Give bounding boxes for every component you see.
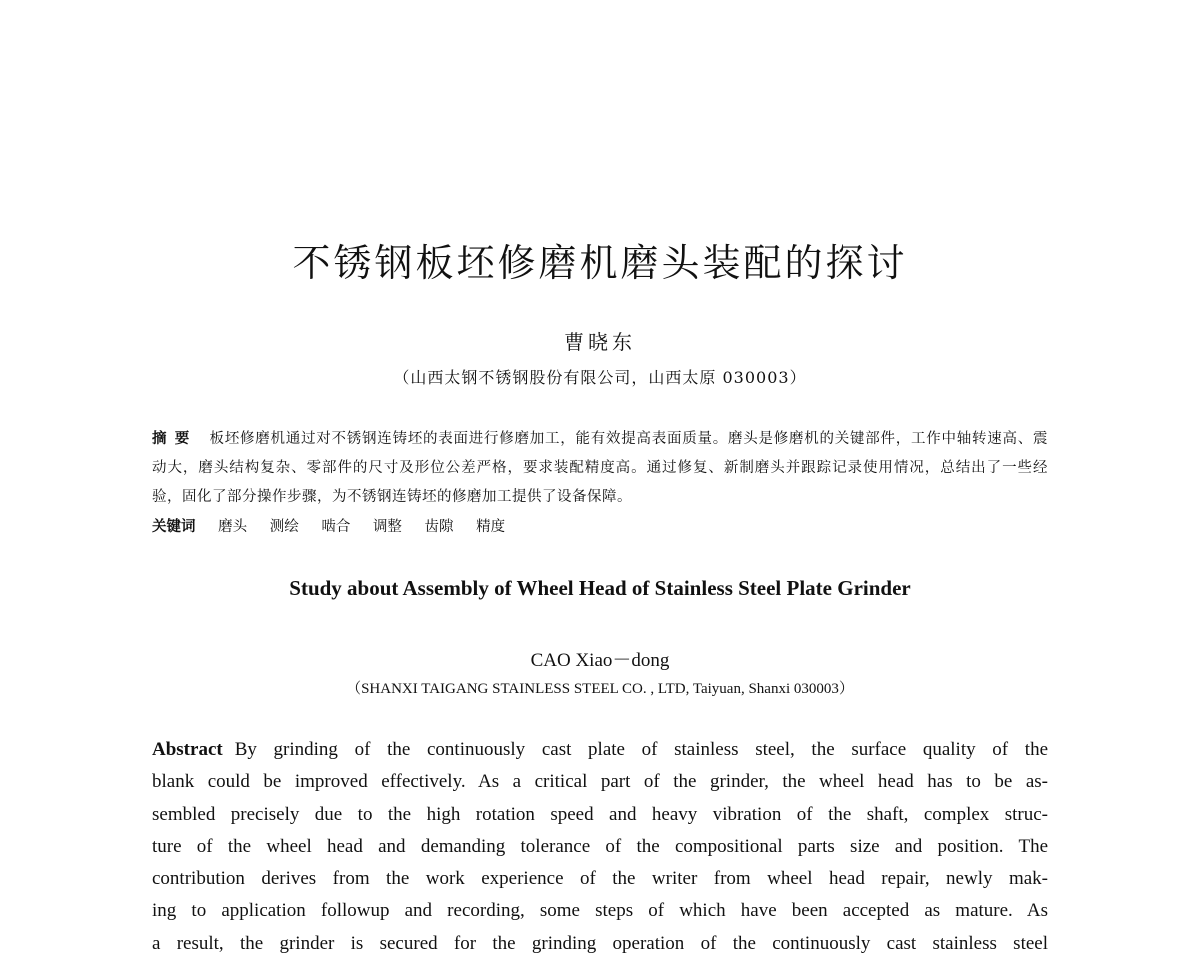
abstract-text-cn: 板坯修磨机通过对不锈钢连铸坯的表面进行修磨加工，能有效提高表面质量。磨头是修磨机的关键部件，工作中轴转速高、震动大，磨头结构复杂、零部件的尺寸及形位公差严格，要求装配精度高。通过修复、新制磨头并跟踪记录使用情况，总结出了一些经验，固化了部分操作步骤，为不锈钢连铸坯的修磨加工提供了设备保障。 [152, 431, 1048, 505]
abstract-label-cn: 摘要 [152, 431, 198, 447]
affiliation-cn: （山西太钢不锈钢股份有限公司，山西太原 030003） [393, 368, 807, 387]
author-name-cn: 曹晓东 [564, 330, 636, 354]
author-name-en: CAO Xiao－dong [530, 650, 670, 671]
abstract-line [152, 734, 1048, 766]
keywords-label-cn: 关键词 [152, 519, 196, 535]
paper-title-cn: 不锈钢板坯修磨机磨头装配的探讨 [292, 241, 908, 285]
abstract-en [152, 734, 1048, 960]
paper-title-en: Study about Assembly of Wheel Head of Stainless Steel Plate Grinder [289, 576, 911, 600]
abstract-line: contribution derives from the work experience of the writer from wheel head repair, newly mak- [152, 868, 1048, 890]
keyword: 测绘 [269, 519, 299, 535]
abstract-label-en: Abstract [152, 739, 223, 760]
keyword: 调整 [372, 519, 402, 535]
abstract-line: ing to application followup and recording, some steps of which have been accepted as mature. As [152, 900, 1048, 922]
keyword: 精度 [476, 519, 506, 535]
abstract-line: a result, the grinder is secured for the grinding operation of the continuously cast stainless steel [152, 932, 1048, 954]
abstract-line: ture of the wheel head and demanding tolerance of the compositional parts size and position. The [152, 835, 1048, 857]
abstract-cn [152, 425, 1048, 512]
abstract-line-text: By grinding of the continuously cast plate of stainless steel, the surface quality of the [234, 739, 1048, 760]
keywords-cn [152, 513, 1048, 542]
abstract-line: sembled precisely due to the high rotation speed and heavy vibration of the shaft, complex struc- [152, 803, 1048, 825]
keyword: 齿隙 [424, 519, 454, 535]
affiliation-en: （SHANXI TAIGANG STAINLESS STEEL CO. , LTD, Taiyuan, Shanxi 030003） [346, 681, 854, 697]
abstract-line: blank could be improved effectively. As a critical part of the grinder, the wheel head has to be as- [152, 771, 1048, 793]
keyword: 啮合 [321, 519, 351, 535]
keyword: 磨头 [218, 519, 248, 535]
